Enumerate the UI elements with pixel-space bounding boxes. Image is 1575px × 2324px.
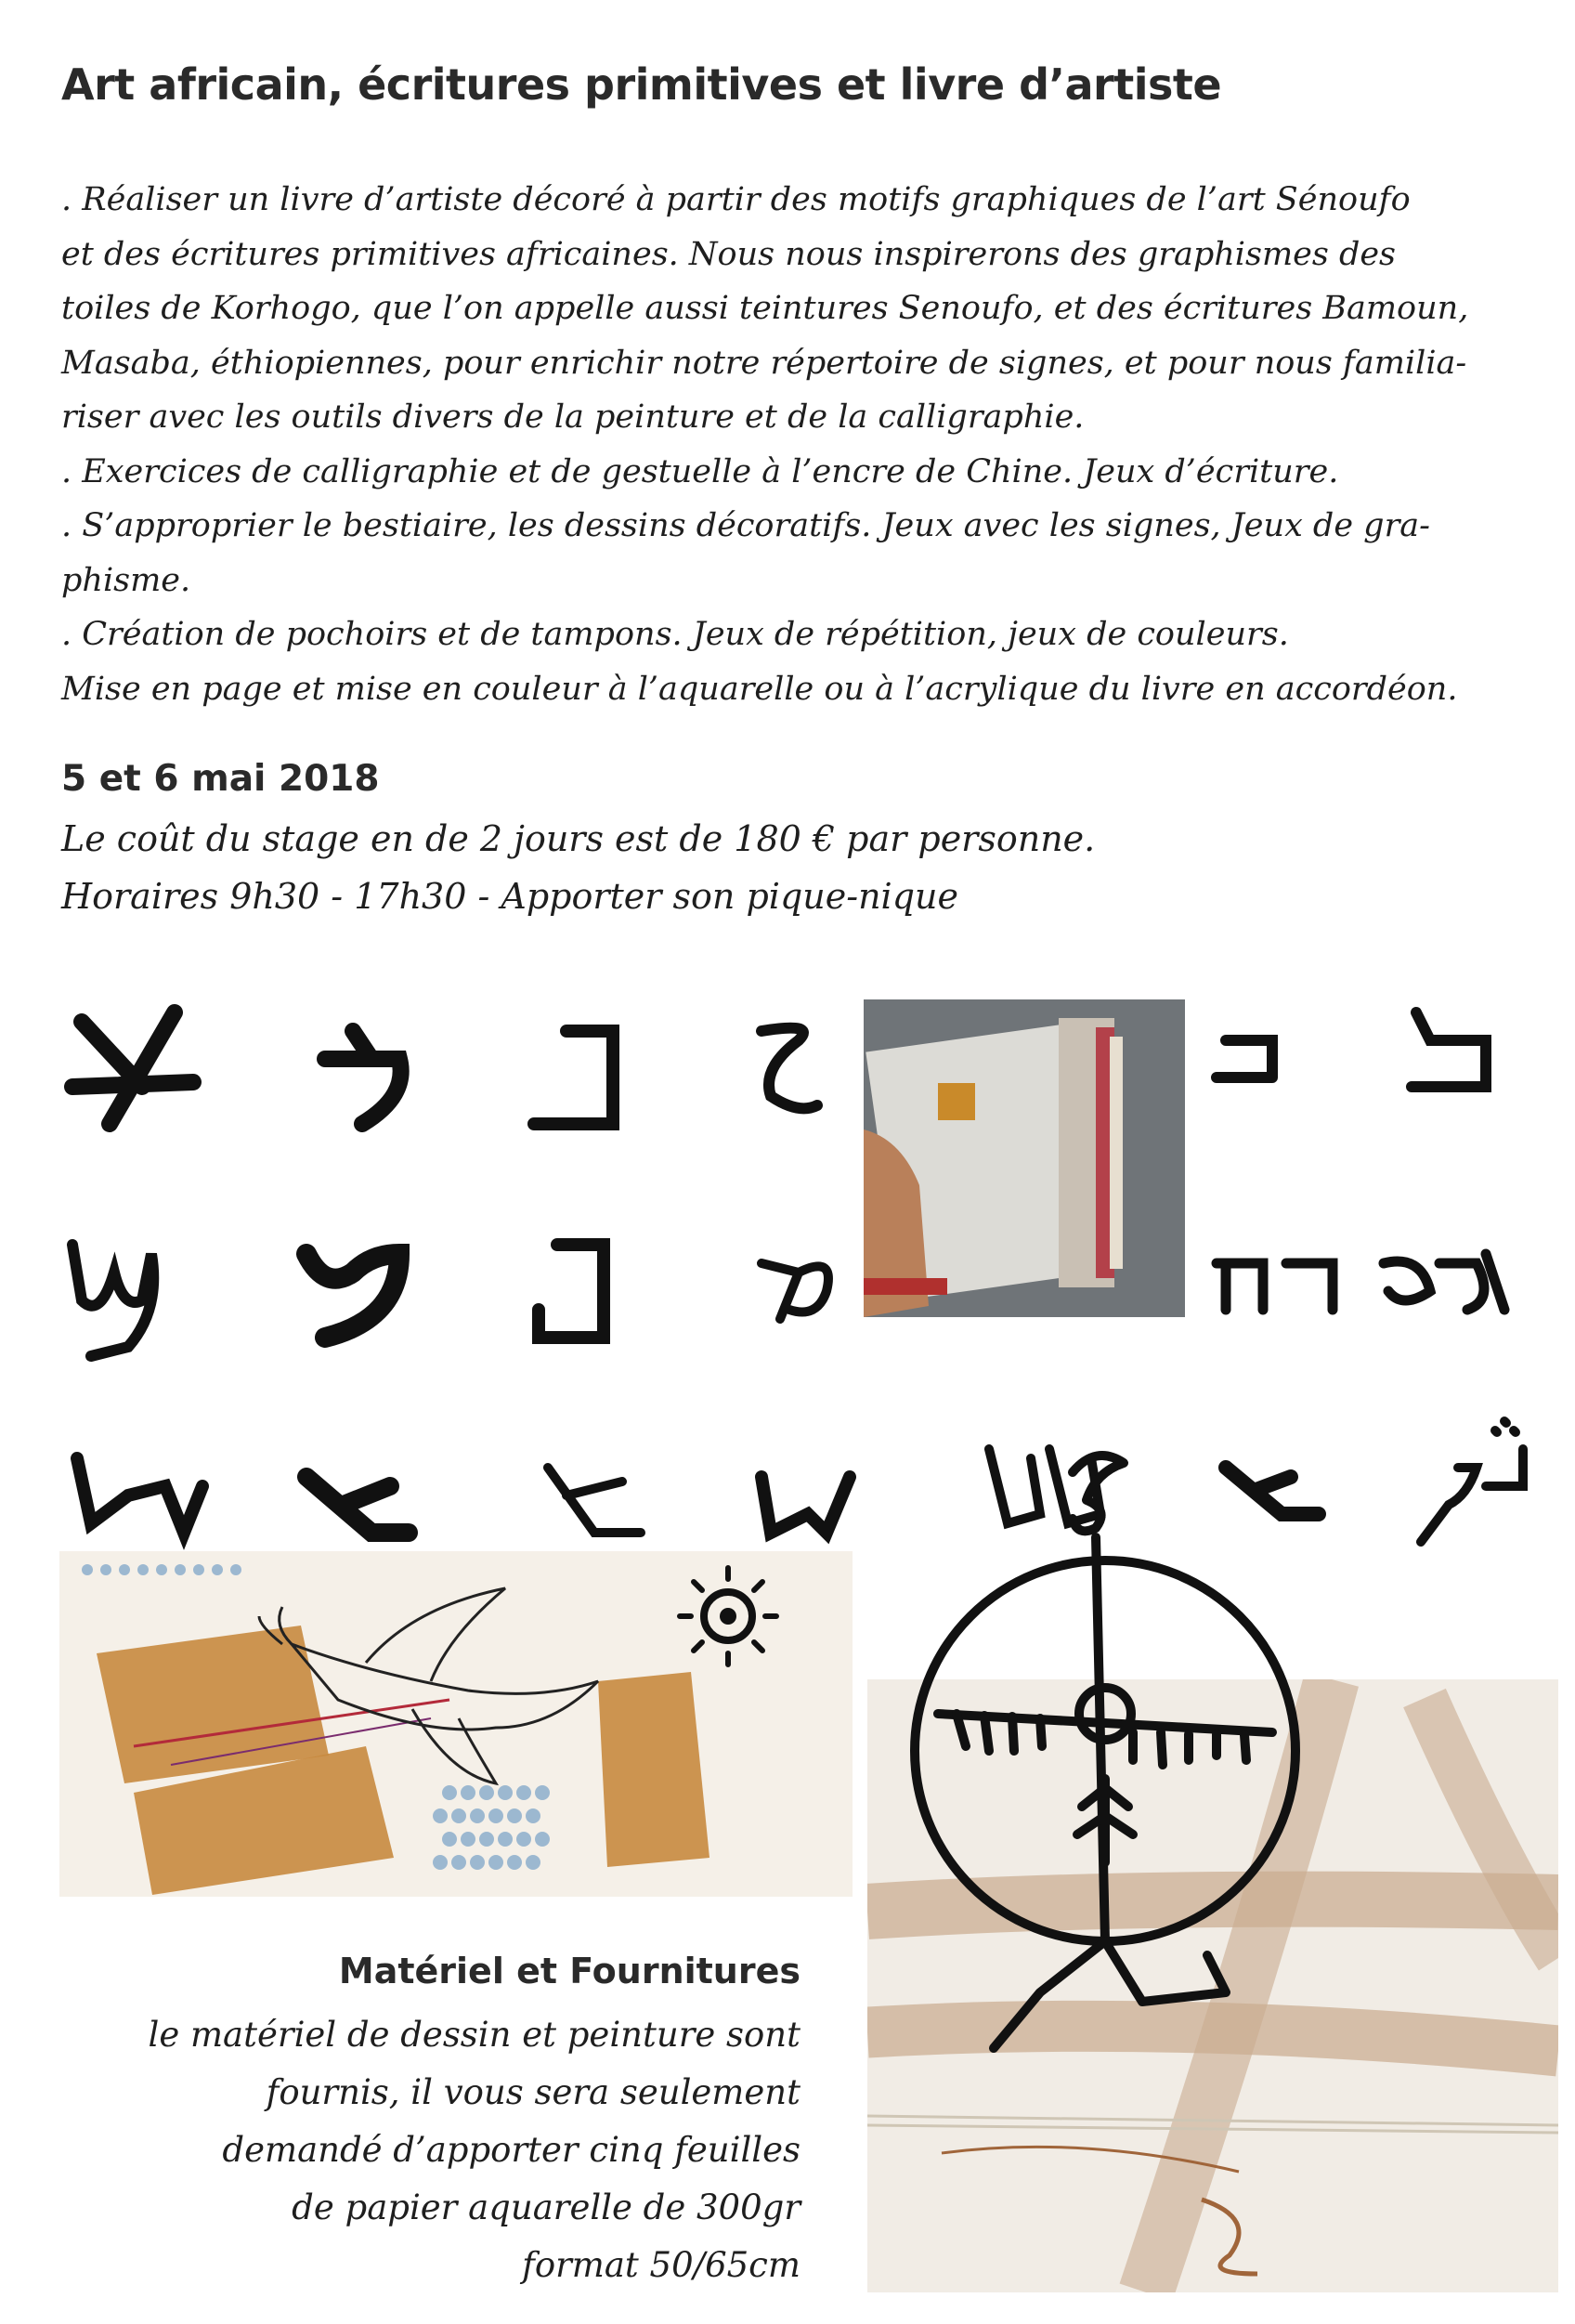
glyph-icon xyxy=(520,1217,678,1365)
description-line: . Création de pochoirs et de tampons. Jeux de répétition, jeux de couleurs. xyxy=(61,616,1289,653)
glyph-icon xyxy=(1393,985,1551,1133)
page-title: Art africain, écritures primitives et livre d’artiste xyxy=(61,59,1222,110)
materials-line: le matériel de dessin et peinture sont xyxy=(148,2015,801,2055)
glyph-icon xyxy=(297,1003,455,1152)
description xyxy=(61,173,1566,716)
schedule-info xyxy=(61,810,1095,925)
glyph-icon xyxy=(1198,1217,1356,1365)
figure-drawing xyxy=(910,1435,1300,2104)
glyph-icon xyxy=(288,1217,446,1365)
glyph-icon xyxy=(1393,1412,1551,1560)
materials-line: de papier aquarelle de 300gr xyxy=(292,2187,801,2227)
glyph-icon xyxy=(520,1003,678,1152)
materials-line: fournis, il vous sera seulement xyxy=(266,2072,801,2112)
materials-title: Matériel et Fournitures xyxy=(338,1951,801,1991)
glyph-icon xyxy=(54,994,212,1142)
description-line: et des écritures primitives africaines. Nous nous inspirerons des graphismes des xyxy=(61,235,1397,273)
workshop-date: 5 et 6 mai 2018 xyxy=(61,758,380,800)
accordion-book-artwork xyxy=(59,1551,853,1897)
description-line: toiles de Korhogo, que l’on appelle aussi teintures Senoufo, et des écritures Bamoun, xyxy=(61,290,1469,327)
book-photo xyxy=(864,999,1185,1317)
price-line: Le coût du stage en de 2 jours est de 180 € par personne. xyxy=(61,818,1096,859)
materials-line: demandé d’apporter cinq feuilles xyxy=(222,2130,801,2170)
glyph-icon xyxy=(743,1217,901,1365)
description-line: phisme. xyxy=(61,561,191,599)
glyph-icon xyxy=(1207,1003,1365,1152)
description-line: Mise en page et mise en couleur à l’aquarelle ou à l’acrylique du livre en accordéon. xyxy=(61,670,1458,708)
glyph-icon xyxy=(1374,1217,1532,1365)
description-line: riser avec les outils divers de la peinture et de la calligraphie. xyxy=(61,398,1085,436)
hours-line: Horaires 9h30 - 17h30 - Apporter son pique-nique xyxy=(61,876,958,917)
description-line: . S’approprier le bestiaire, les dessins décoratifs. Jeux avec les signes, Jeux de gra- xyxy=(61,507,1430,544)
description-line: . Exercices de calligraphie et de gestuelle à l’encre de Chine. Jeux d’écriture. xyxy=(61,452,1339,490)
glyph-icon xyxy=(54,1217,212,1365)
description-line: Masaba, éthiopiennes, pour enrichir notre répertoire de signes, et pour nous familia- xyxy=(61,344,1467,382)
materials-line: format 50/65cm xyxy=(522,2245,801,2285)
description-line: . Réaliser un livre d’artiste décoré à partir des motifs graphiques de l’art Sénoufo xyxy=(61,181,1411,218)
materials-text xyxy=(148,2006,801,2294)
